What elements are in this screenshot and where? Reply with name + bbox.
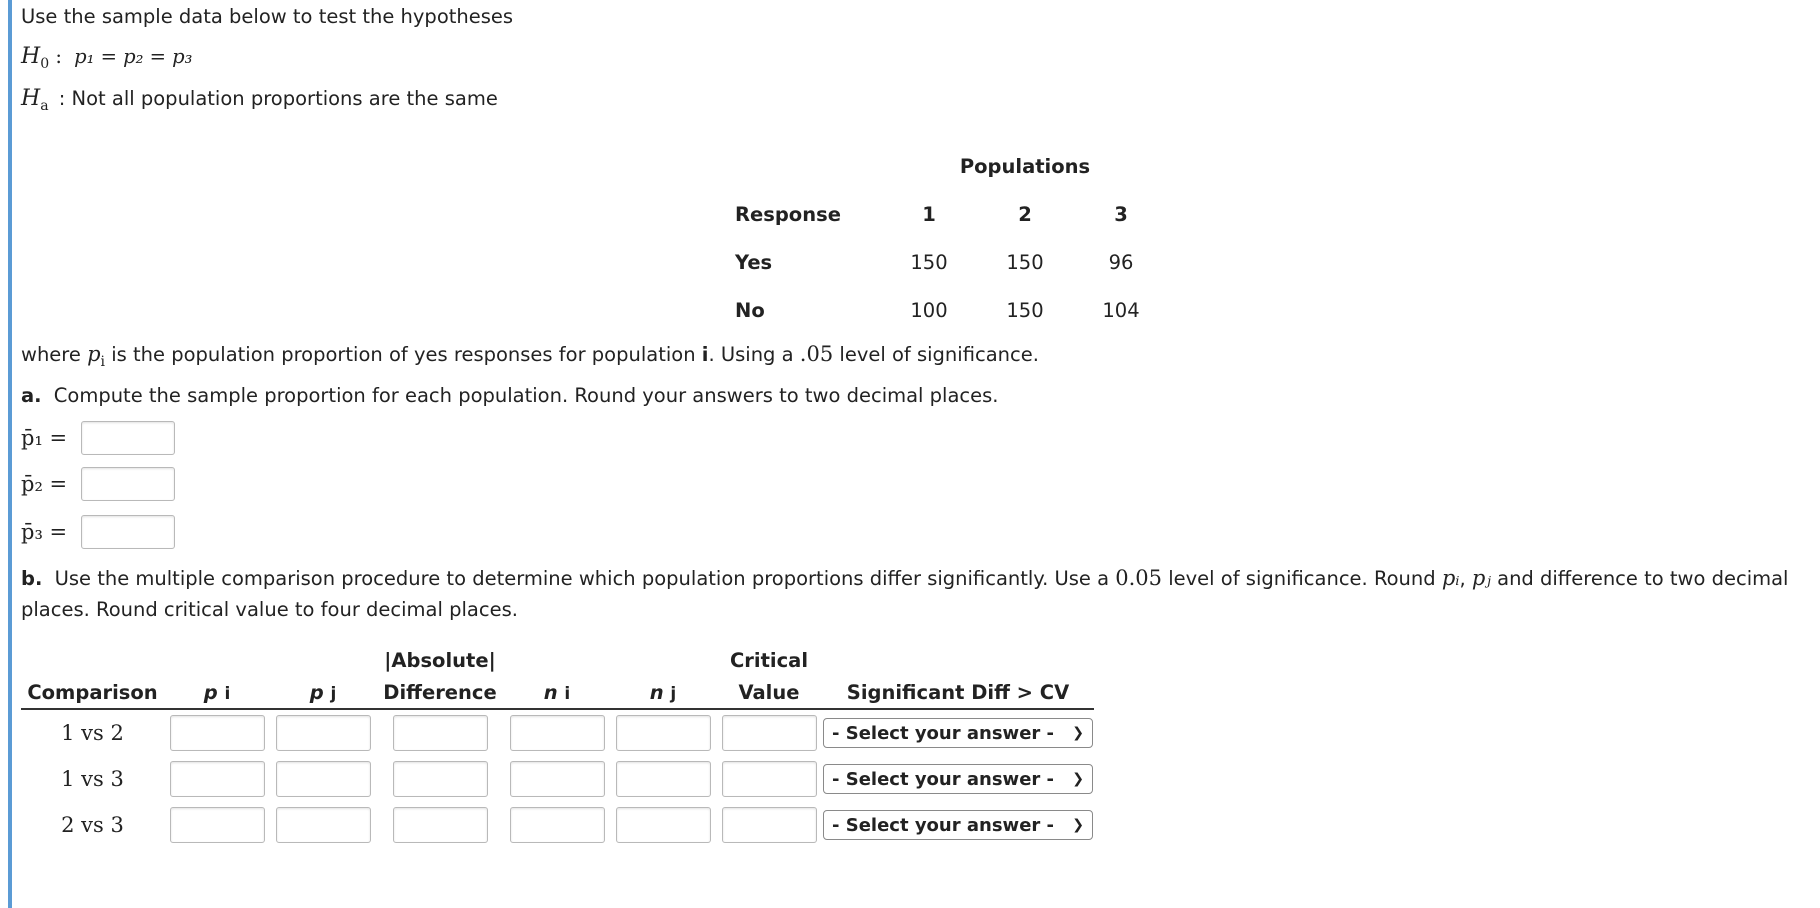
where-statement <box>21 342 1039 370</box>
p-bar-2-label: p̄₂ = <box>21 472 68 496</box>
chevron-down-icon: ❯ <box>1072 817 1084 833</box>
header-nj-sub: j <box>670 684 677 704</box>
pi-input[interactable] <box>170 715 265 751</box>
alt-hypothesis <box>21 86 498 114</box>
comparison-header-row-2 <box>21 672 1094 709</box>
header-nj <box>610 672 716 709</box>
population-header-row <box>735 190 1169 238</box>
where-i: i <box>701 343 709 366</box>
header-ni-sub: i <box>564 684 571 704</box>
significance-select[interactable] <box>823 810 1093 840</box>
p-bar-1-row <box>21 420 175 456</box>
h0-subscript: 0 <box>40 55 50 72</box>
where-p: p <box>87 342 101 366</box>
difference-input[interactable] <box>393 715 488 751</box>
table-row <box>735 286 1169 334</box>
population-table <box>735 142 1169 334</box>
where-pre: where <box>21 343 81 366</box>
ha-symbol: H <box>21 86 41 111</box>
header-pop-3: 3 <box>1114 202 1128 226</box>
table-row <box>21 709 1094 756</box>
part-b-pi: pᵢ <box>1441 566 1460 590</box>
select-label: - Select your answer - <box>832 814 1055 836</box>
where-post: . Using a <box>708 343 794 366</box>
header-pi <box>164 672 270 709</box>
header-pj-symbol: p <box>309 681 324 704</box>
pj-input[interactable] <box>276 761 371 797</box>
part-a-text: Compute the sample proportion for each population. Round your answers to two decimal places. <box>53 384 999 407</box>
cell: 150 <box>1006 298 1044 322</box>
cell: 96 <box>1108 250 1134 274</box>
intro-text: Use the sample data below to test the hypotheses <box>21 5 514 28</box>
header-comparison: Comparison <box>21 672 164 709</box>
chevron-down-icon: ❯ <box>1072 771 1084 787</box>
header-absolute: |Absolute| <box>384 649 496 672</box>
chevron-down-icon: ❯ <box>1072 725 1084 741</box>
where-alpha: .05 <box>799 342 834 366</box>
p-bar-1-input[interactable] <box>81 421 175 455</box>
comparison-table <box>21 640 1094 848</box>
nj-input[interactable] <box>616 761 711 797</box>
part-b-text2: level of significance. Round <box>1168 567 1436 590</box>
header-ni <box>504 672 610 709</box>
select-label: - Select your answer - <box>832 722 1055 744</box>
part-a-prompt <box>21 384 999 407</box>
h0-symbol: H <box>21 44 41 69</box>
part-b-alpha: 0.05 <box>1115 566 1163 590</box>
row-label-yes: Yes <box>735 250 773 274</box>
part-b-line2: places. Round critical value to four decimal places. <box>21 598 518 621</box>
p-bar-1-label: p̄₁ = <box>21 426 68 450</box>
h0-colon: : <box>55 45 62 68</box>
part-b-text1: Use the multiple comparison procedure to determine which population proportions differ significantly. Use a <box>54 567 1110 590</box>
header-critical: Critical <box>729 649 809 672</box>
cell: 100 <box>910 298 948 322</box>
part-b-pj: pⱼ <box>1471 566 1491 590</box>
where-end: level of significance. <box>839 343 1039 366</box>
part-b-prompt <box>21 566 1788 590</box>
part-b-letter: b. <box>21 567 43 590</box>
header-response: Response <box>735 202 841 226</box>
left-accent-bar <box>8 0 12 908</box>
comparison-label: 1 vs 2 <box>61 721 124 745</box>
table-row <box>735 238 1169 286</box>
table-row <box>21 756 1094 802</box>
p-bar-2-input[interactable] <box>81 467 175 501</box>
header-ni-symbol: n <box>543 681 558 704</box>
p-bar-3-row <box>21 514 175 550</box>
part-b-text3: and difference to two decimal <box>1497 567 1789 590</box>
difference-input[interactable] <box>393 761 488 797</box>
header-difference: Difference <box>376 672 504 709</box>
critical-value-input[interactable] <box>722 761 817 797</box>
p-bar-3-label: p̄₃ = <box>21 520 68 544</box>
p-bar-2-row <box>21 466 175 502</box>
part-b-comma: , <box>1459 567 1466 590</box>
ni-input[interactable] <box>510 761 605 797</box>
p-bar-3-input[interactable] <box>81 515 175 549</box>
header-pi-symbol: p <box>203 681 218 704</box>
ni-input[interactable] <box>510 807 605 843</box>
pi-input[interactable] <box>170 807 265 843</box>
ha-subscript: a <box>40 97 49 114</box>
header-pj-sub: j <box>330 684 337 704</box>
header-significant: Significant Diff > CV <box>822 672 1094 709</box>
nj-input[interactable] <box>616 715 711 751</box>
h0-expression: p₁ = p₂ = p₃ <box>74 45 193 68</box>
header-pj <box>270 672 376 709</box>
null-hypothesis <box>21 44 192 72</box>
ha-text: : Not all population proportions are the same <box>58 87 498 110</box>
part-a-letter: a. <box>21 384 42 407</box>
pj-input[interactable] <box>276 715 371 751</box>
header-pop-1: 1 <box>922 202 936 226</box>
comparison-label: 1 vs 3 <box>61 767 124 791</box>
row-label-no: No <box>735 298 765 322</box>
select-label: - Select your answer - <box>832 768 1055 790</box>
difference-input[interactable] <box>393 807 488 843</box>
critical-value-input[interactable] <box>722 715 817 751</box>
comparison-header-row-1 <box>21 640 1094 672</box>
nj-input[interactable] <box>616 807 711 843</box>
header-pi-sub: i <box>224 684 231 704</box>
cell: 150 <box>1006 250 1044 274</box>
ni-input[interactable] <box>510 715 605 751</box>
where-mid: is the population proportion of yes responses for population <box>111 343 696 366</box>
significance-select[interactable] <box>823 764 1093 794</box>
cell: 104 <box>1102 298 1140 322</box>
header-nj-symbol: n <box>649 681 664 704</box>
header-pop-2: 2 <box>1018 202 1032 226</box>
critical-value-input[interactable] <box>722 807 817 843</box>
cell: 150 <box>910 250 948 274</box>
comparison-label: 2 vs 3 <box>61 813 124 837</box>
population-caption: Populations <box>959 154 1091 178</box>
significance-select[interactable] <box>823 718 1093 748</box>
population-caption-row <box>735 142 1169 190</box>
where-sub: i <box>100 353 106 370</box>
pi-input[interactable] <box>170 761 265 797</box>
header-value: Value <box>716 672 822 709</box>
table-row <box>21 802 1094 848</box>
pj-input[interactable] <box>276 807 371 843</box>
